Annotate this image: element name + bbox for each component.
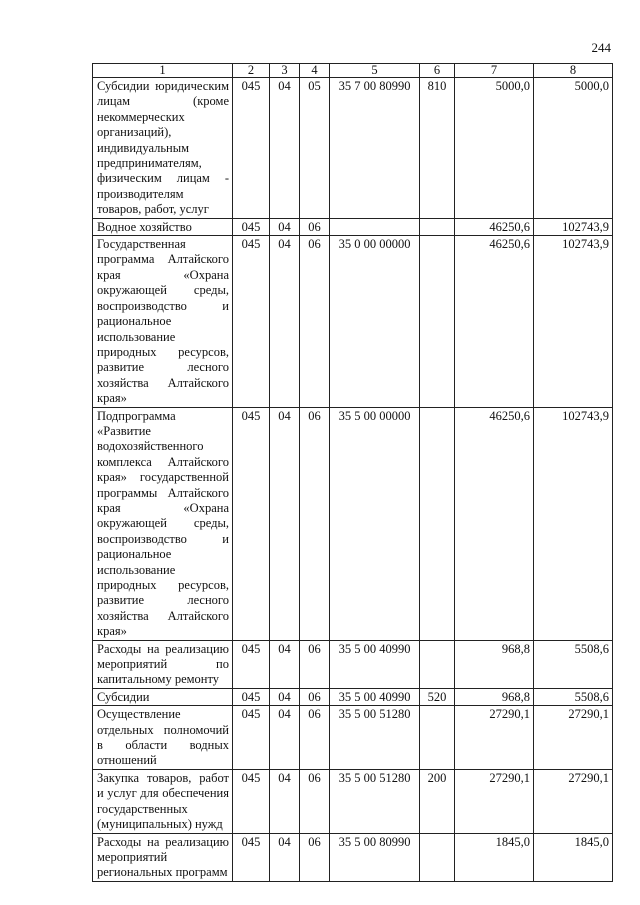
table-row [93,688,613,705]
row-target-article: 35 7 00 80990 [330,78,420,219]
row-subsection-code: 06 [300,236,330,407]
header-col-4: 4 [300,64,330,78]
row-name: Субсидии [93,688,233,705]
row-expense-type [420,833,455,881]
row-name: Осуществление отдельных полномочий в области водных отношений [93,706,233,770]
row-target-article: 35 5 00 40990 [330,688,420,705]
row-section-code: 04 [270,218,300,235]
row-amount-1: 968,8 [455,640,534,688]
row-subsection-code: 06 [300,407,330,640]
table-row [93,236,613,407]
table-row [93,769,613,833]
page-number: 244 [591,40,611,55]
table-header-row [93,64,613,78]
row-expense-type [420,218,455,235]
row-ministry-code: 045 [233,706,270,770]
row-amount-2: 5508,6 [534,688,613,705]
header-col-5: 5 [330,64,420,78]
row-name: Расходы на реализацию мероприятий региональных программ [93,833,233,881]
row-section-code: 04 [270,833,300,881]
row-amount-1: 46250,6 [455,218,534,235]
row-amount-2: 27290,1 [534,706,613,770]
table-row [93,706,613,770]
row-target-article: 35 5 00 40990 [330,640,420,688]
row-amount-2: 102743,9 [534,407,613,640]
row-expense-type: 200 [420,769,455,833]
table-row [93,833,613,881]
row-target-article: 35 5 00 51280 [330,706,420,770]
row-amount-2: 27290,1 [534,769,613,833]
table-row [93,78,613,219]
row-amount-1: 1845,0 [455,833,534,881]
row-amount-1: 27290,1 [455,706,534,770]
row-target-article: 35 5 00 00000 [330,407,420,640]
row-ministry-code: 045 [233,688,270,705]
row-subsection-code: 06 [300,833,330,881]
header-col-2: 2 [233,64,270,78]
row-ministry-code: 045 [233,218,270,235]
row-target-article: 35 0 00 00000 [330,236,420,407]
row-amount-1: 5000,0 [455,78,534,219]
table-row [93,640,613,688]
row-expense-type [420,706,455,770]
header-col-8: 8 [534,64,613,78]
header-col-6: 6 [420,64,455,78]
row-ministry-code: 045 [233,236,270,407]
row-amount-1: 46250,6 [455,407,534,640]
row-ministry-code: 045 [233,78,270,219]
row-section-code: 04 [270,688,300,705]
row-name: Подпрограмма «Развитие водохозяйственного комплекса Алтайского края» государственной программы Алтайского края «Охрана окружающей среды, воспроизводство и рациональное использование природных ресурсов, развитие лесного хозяйства Алтайского края» [93,407,233,640]
row-amount-2: 102743,9 [534,236,613,407]
row-section-code: 04 [270,769,300,833]
row-section-code: 04 [270,407,300,640]
budget-table [92,63,613,882]
row-subsection-code: 06 [300,769,330,833]
row-subsection-code: 05 [300,78,330,219]
row-ministry-code: 045 [233,407,270,640]
row-name: Расходы на реализацию мероприятий по капитальному ремонту [93,640,233,688]
row-amount-2: 102743,9 [534,218,613,235]
row-expense-type: 520 [420,688,455,705]
header-col-1: 1 [93,64,233,78]
row-amount-2: 5000,0 [534,78,613,219]
header-col-3: 3 [270,64,300,78]
row-amount-1: 46250,6 [455,236,534,407]
row-name: Закупка товаров, работ и услуг для обеспечения государственных (муниципальных) нужд [93,769,233,833]
row-section-code: 04 [270,78,300,219]
row-expense-type [420,407,455,640]
row-expense-type: 810 [420,78,455,219]
row-subsection-code: 06 [300,218,330,235]
row-subsection-code: 06 [300,688,330,705]
row-subsection-code: 06 [300,706,330,770]
row-expense-type [420,236,455,407]
row-ministry-code: 045 [233,769,270,833]
row-subsection-code: 06 [300,640,330,688]
row-target-article [330,218,420,235]
row-ministry-code: 045 [233,640,270,688]
row-amount-2: 1845,0 [534,833,613,881]
row-amount-1: 968,8 [455,688,534,705]
table-row [93,218,613,235]
row-expense-type [420,640,455,688]
row-name: Водное хозяйство [93,218,233,235]
row-name: Государственная программа Алтайского края «Охрана окружающей среды, воспроизводство и рациональное использование природных ресурсов, развитие лесного хозяйства Алтайского края» [93,236,233,407]
row-section-code: 04 [270,236,300,407]
header-col-7: 7 [455,64,534,78]
row-target-article: 35 5 00 51280 [330,769,420,833]
table-row [93,407,613,640]
row-amount-1: 27290,1 [455,769,534,833]
row-amount-2: 5508,6 [534,640,613,688]
row-ministry-code: 045 [233,833,270,881]
row-target-article: 35 5 00 80990 [330,833,420,881]
row-section-code: 04 [270,706,300,770]
row-name: Субсидии юридическим лицам (кроме некоммерческих организаций), индивидуальным предпринимателям, физическим лицам - производителям товаров, работ, услуг [93,78,233,219]
row-section-code: 04 [270,640,300,688]
